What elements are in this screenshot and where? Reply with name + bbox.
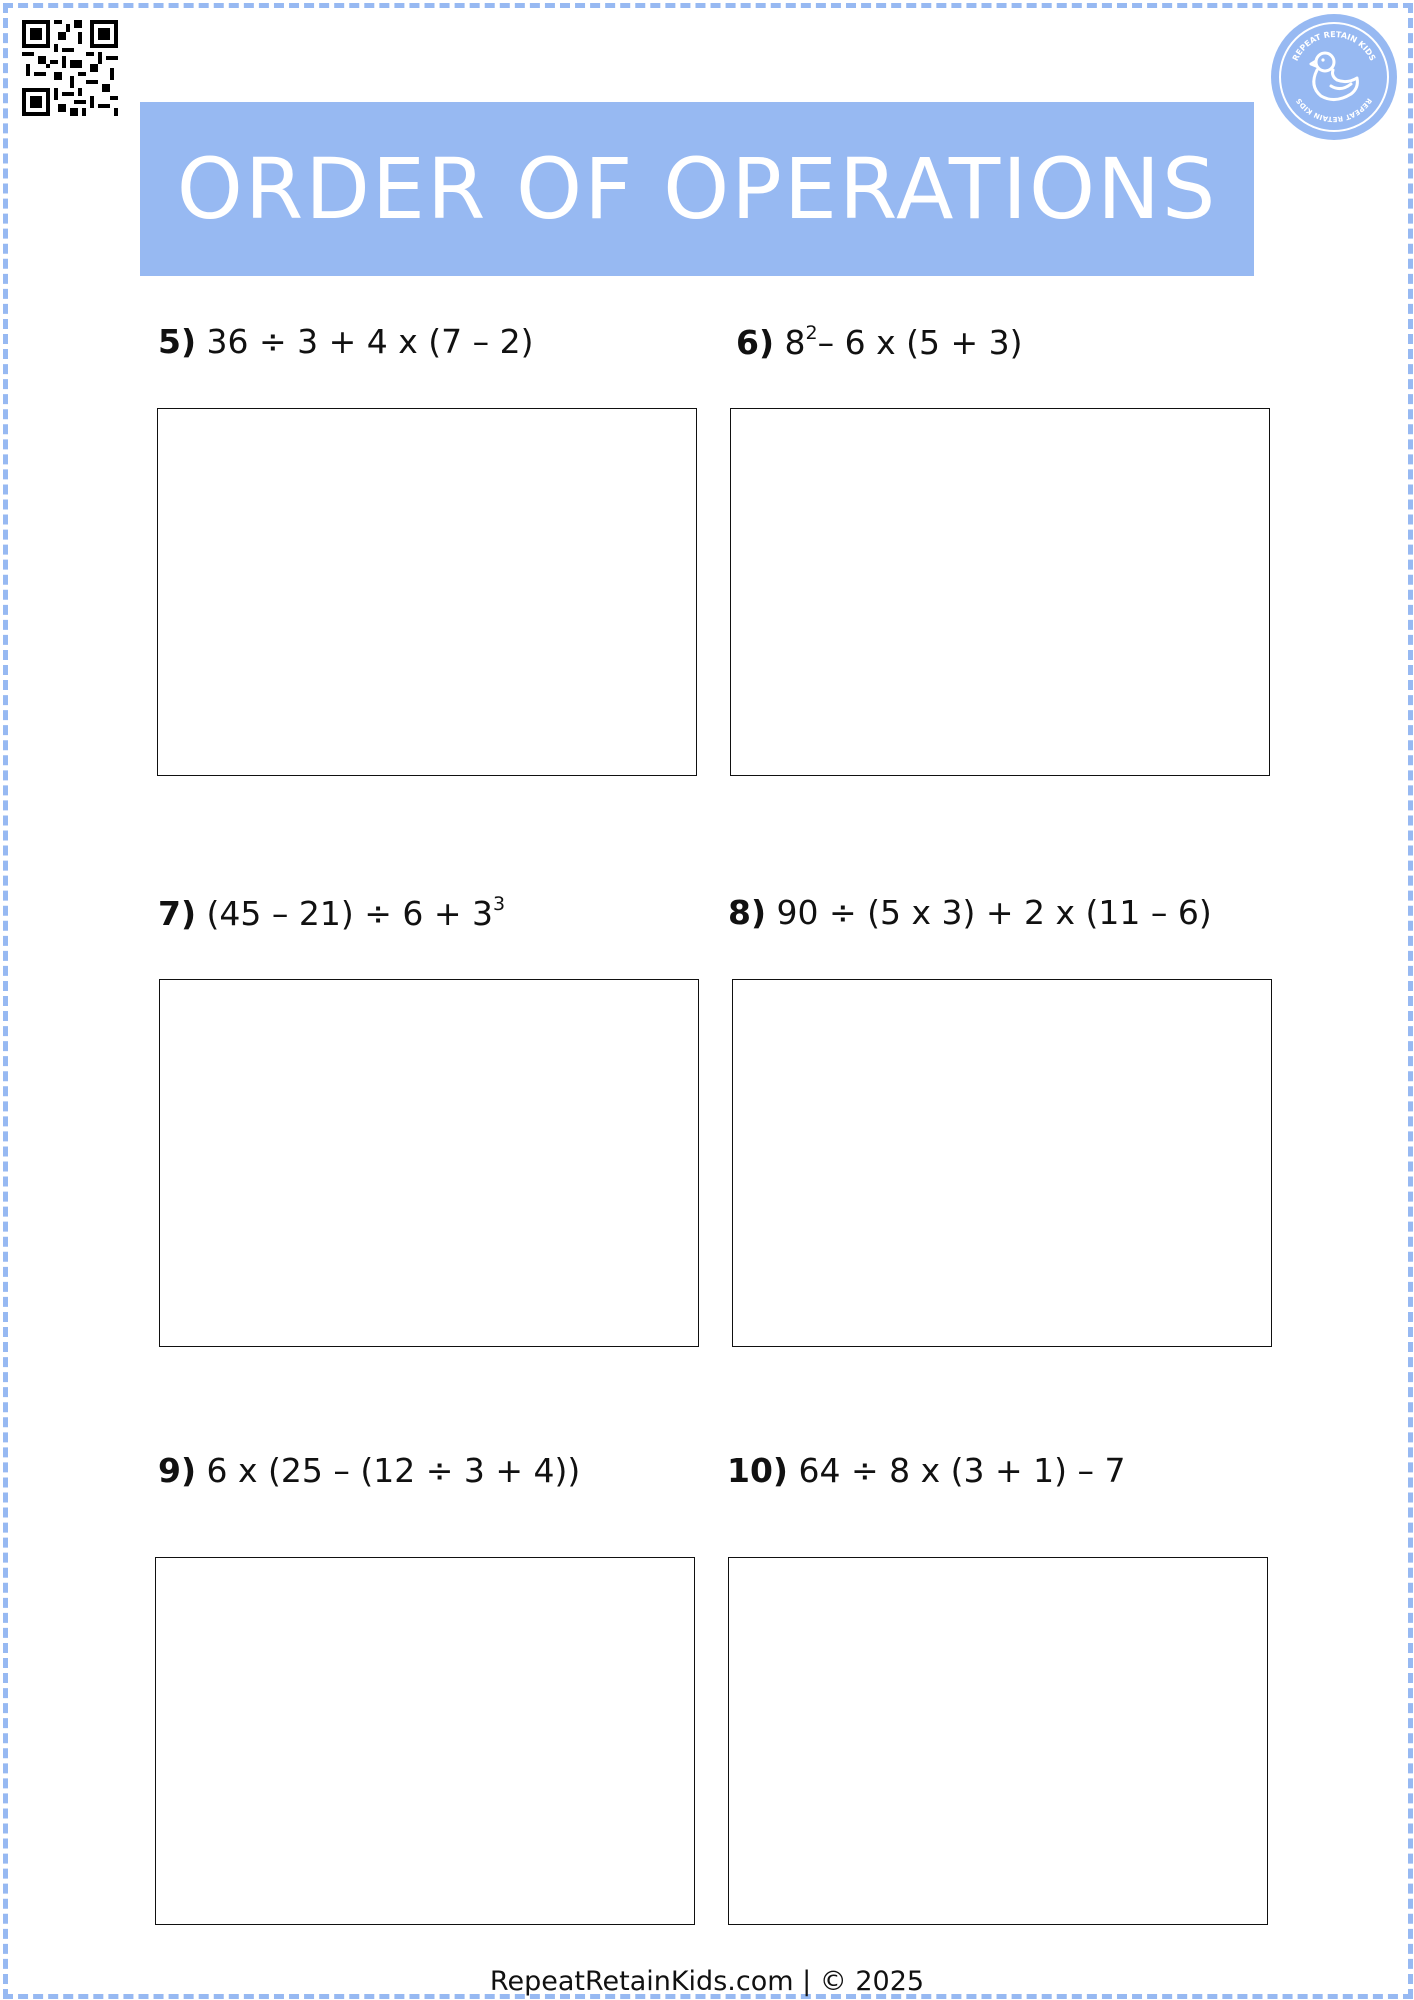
problem-expression: 36 ÷ 3 + 4 x (7 – 2) — [206, 322, 534, 361]
answer-box-10[interactable] — [728, 1557, 1268, 1925]
answer-box-7[interactable] — [159, 979, 699, 1347]
problem-8 — [728, 893, 1212, 932]
footer-copyright: RepeatRetainKids.com | © 2025 — [489, 1966, 925, 1997]
exponent: 2 — [805, 322, 818, 344]
exponent: 3 — [493, 893, 506, 915]
problem-10 — [727, 1451, 1126, 1490]
problem-number: 9) — [158, 1451, 197, 1490]
problem-number: 7) — [158, 894, 197, 933]
problem-number: 10) — [727, 1451, 789, 1490]
problem-expression: 6 x (25 – (12 ÷ 3 + 4)) — [206, 1451, 581, 1490]
answer-box-9[interactable] — [155, 1557, 695, 1925]
problem-expression: 64 ÷ 8 x (3 + 1) – 7 — [798, 1451, 1126, 1490]
problem-expression: 8 — [784, 323, 806, 362]
problem-number: 5) — [158, 322, 197, 361]
answer-box-6[interactable] — [730, 408, 1270, 776]
problem-5 — [158, 322, 534, 361]
svg-text:REPEAT RETAIN KIDS: REPEAT RETAIN KIDS — [1294, 96, 1374, 124]
problem-number: 6) — [736, 323, 775, 362]
problem-expression: 90 ÷ (5 x 3) + 2 x (11 – 6) — [776, 893, 1212, 932]
problem-expression: (45 – 21) ÷ 6 + 3 — [206, 894, 494, 933]
bird-icon — [1271, 14, 1397, 140]
problem-9 — [158, 1451, 580, 1490]
brand-logo — [1271, 14, 1397, 140]
problem-expression-rest: – 6 x (5 + 3) — [817, 323, 1023, 362]
qr-code-icon — [22, 20, 118, 116]
problem-number: 8) — [728, 893, 767, 932]
page-title: ORDER OF OPERATIONS — [176, 140, 1218, 238]
answer-box-8[interactable] — [732, 979, 1272, 1347]
title-banner — [140, 102, 1254, 276]
svg-text:REPEAT RETAIN KIDS: REPEAT RETAIN KIDS — [1290, 29, 1378, 63]
problem-6 — [736, 322, 1023, 362]
answer-box-5[interactable] — [157, 408, 697, 776]
problem-7 — [158, 893, 505, 933]
